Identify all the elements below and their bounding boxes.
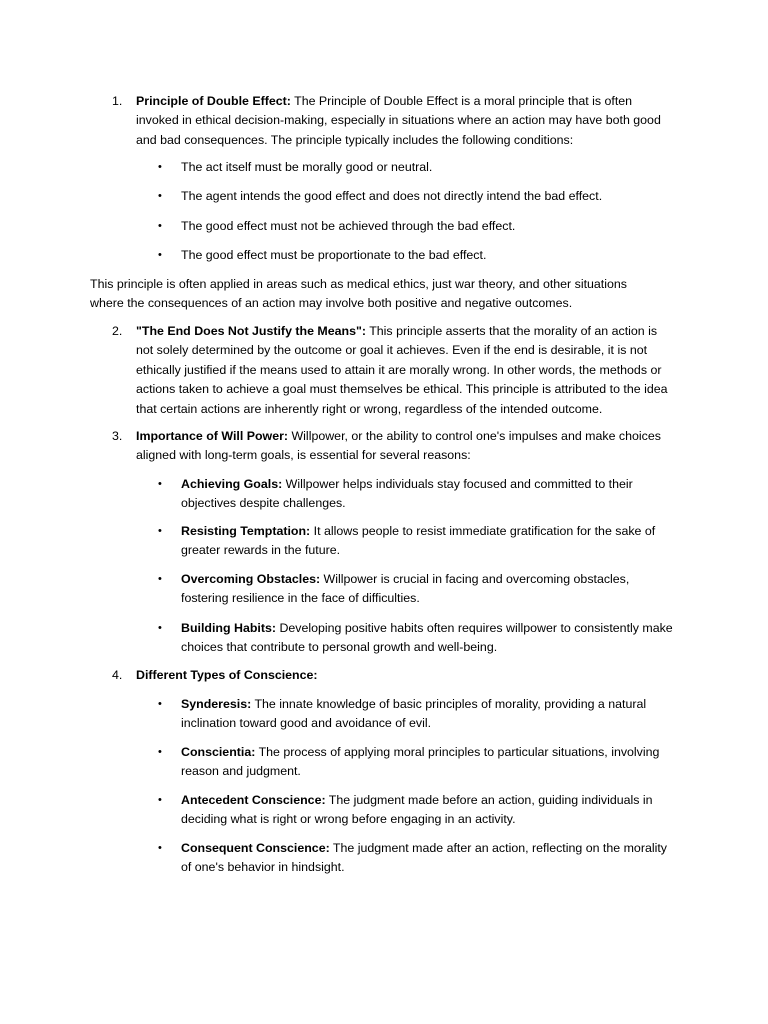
bullet-body: The judgment made after an action, reflecting on the morality of one's behavior in hindsight.	[181, 841, 667, 875]
item-body	[136, 427, 676, 466]
bullet-text	[181, 695, 676, 734]
bullet-marker: •	[158, 220, 162, 232]
bullet-body: Willpower helps individuals stay focused and committed to their objectives despite challenges.	[181, 477, 633, 511]
bullet-marker: •	[158, 794, 162, 806]
bullet-title: Synderesis:	[181, 697, 252, 711]
bullet-title: Consequent Conscience:	[181, 841, 330, 855]
bullet-text	[181, 839, 676, 878]
bullet-marker: •	[158, 573, 162, 585]
bullet-body: The innate knowledge of basic principles of morality, providing a natural inclination toward good and avoidance of evil.	[181, 697, 647, 731]
bullet-body: It allows people to resist immediate gratification for the sake of greater rewards in the future.	[181, 524, 656, 558]
item-title: Different Types of Conscience:	[136, 668, 318, 682]
item-number: 2.	[112, 324, 123, 338]
bullet-title: Achieving Goals:	[181, 477, 283, 491]
bullet-text: The act itself must be morally good or neutral.	[181, 160, 433, 174]
bullet-marker: •	[158, 622, 162, 634]
interlude-paragraph: This principle is often applied in areas such as medical ethics, just war theory, and other situations where the consequences of an action may involve both positive and negative outcomes.	[90, 277, 627, 311]
bullet-marker: •	[158, 161, 162, 173]
item-title: Principle of Double Effect:	[136, 94, 291, 108]
item-title: "The End Does Not Justify the Means":	[136, 324, 366, 338]
bullet-text	[181, 570, 676, 609]
item-title: Importance of Will Power:	[136, 429, 289, 443]
bullet-marker: •	[158, 478, 162, 490]
bullet-text	[181, 475, 676, 514]
bullet-title: Conscientia:	[181, 745, 256, 759]
bullet-body: Willpower is crucial in facing and overcoming obstacles, fostering resilience in the face of difficulties.	[181, 572, 630, 606]
bullet-text: The good effect must be proportionate to the bad effect.	[181, 248, 487, 262]
item-body	[136, 322, 676, 419]
item-text: This principle asserts that the morality of an action is not solely determined by the outcome or goal it achieves. Even if the end is desirable, it is not ethically justified if the means used to attain it are morally wrong. In other words, the methods or actions taken to achieve a goal must themselves be ethical. This principle is attributed to the idea that certain actions are inherently right or wrong, regardless of the intended outcome.	[136, 324, 668, 416]
bullet-text	[181, 619, 676, 658]
item-number: 4.	[112, 668, 123, 682]
bullet-title: Resisting Temptation:	[181, 524, 311, 538]
item-number: 1.	[112, 94, 123, 108]
bullet-marker: •	[158, 746, 162, 758]
bullet-text	[181, 522, 676, 561]
bullet-text	[181, 743, 676, 782]
item-text: The Principle of Double Effect is a moral principle that is often invoked in ethical decision-making, especially in situations where an action may have both good and bad consequences. The principle typically includes the following conditions:	[136, 94, 661, 147]
item-text: Willpower, or the ability to control one's impulses and make choices aligned with long-term goals, is essential for several reasons:	[136, 429, 661, 463]
bullet-text: The good effect must not be achieved through the bad effect.	[181, 219, 516, 233]
bullet-text: The agent intends the good effect and does not directly intend the bad effect.	[181, 189, 603, 203]
bullet-marker: •	[158, 842, 162, 854]
bullet-marker: •	[158, 190, 162, 202]
bullet-body: Developing positive habits often requires willpower to consistently make choices that contribute to personal growth and well-being.	[181, 621, 673, 655]
bullet-marker: •	[158, 249, 162, 261]
bullet-marker: •	[158, 525, 162, 537]
bullet-title: Building Habits:	[181, 621, 276, 635]
bullet-text	[181, 791, 676, 830]
bullet-title: Antecedent Conscience:	[181, 793, 326, 807]
bullet-marker: •	[158, 698, 162, 710]
bullet-body: The process of applying moral principles to particular situations, involving reason and judgment.	[181, 745, 660, 779]
bullet-body: The judgment made before an action, guiding individuals in deciding what is right or wrong before engaging in an activity.	[181, 793, 653, 827]
item-body	[136, 666, 676, 685]
item-body	[136, 92, 676, 150]
bullet-title: Overcoming Obstacles:	[181, 572, 321, 586]
item-number: 3.	[112, 429, 123, 443]
